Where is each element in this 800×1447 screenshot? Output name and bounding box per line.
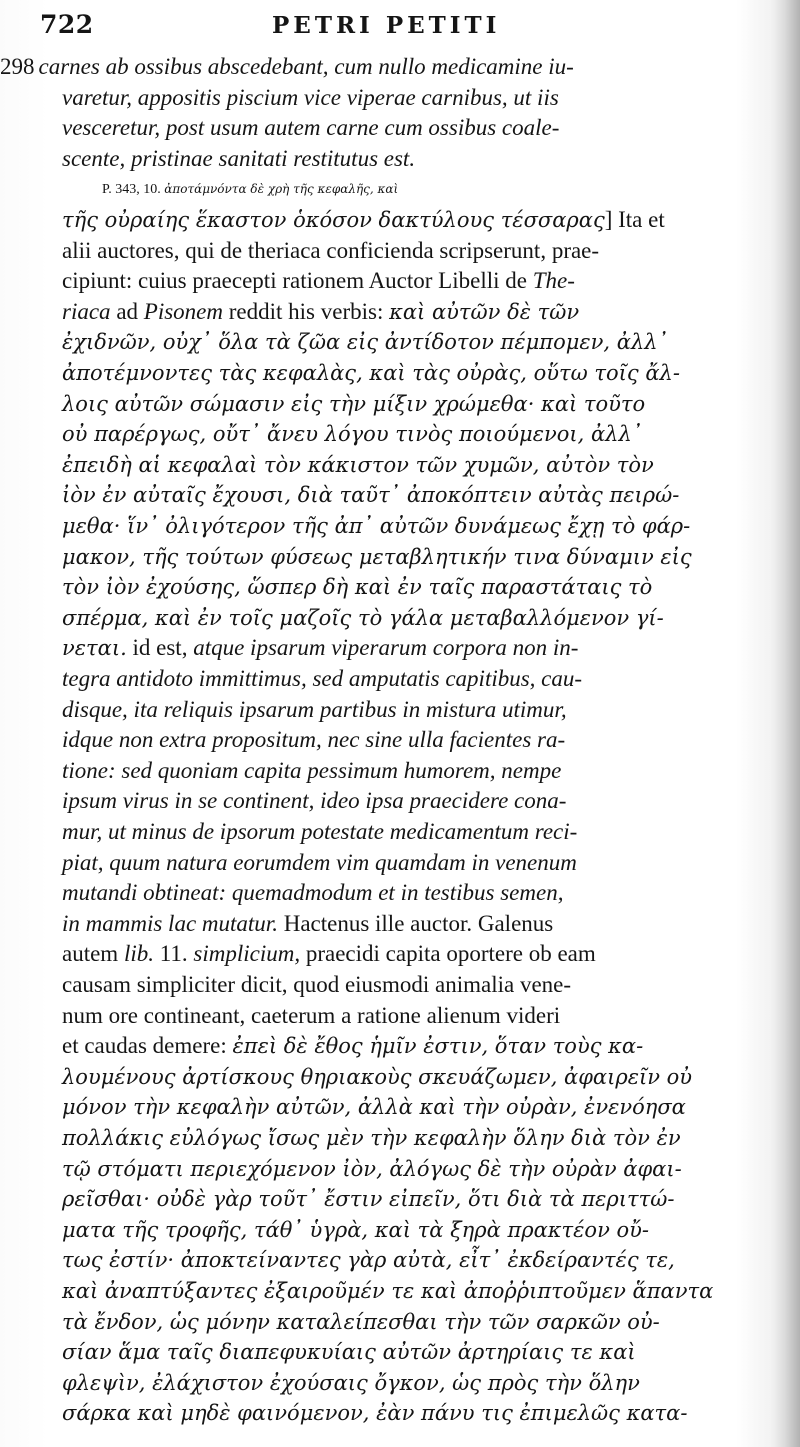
text-line bbox=[62, 633, 762, 663]
text-line bbox=[62, 970, 762, 1000]
italic-text: tione: sed quoniam capita pessimum humorem, nempe bbox=[62, 757, 562, 783]
italic-text: atque ipsarum viperarum corpora non in- bbox=[193, 635, 579, 661]
italic-text: vesceretur, post usum autem carne cum ossibus coale- bbox=[62, 115, 560, 141]
text-line bbox=[62, 1123, 762, 1153]
text-line bbox=[62, 878, 762, 908]
text-line bbox=[62, 144, 762, 174]
text-line bbox=[62, 1337, 762, 1367]
roman-text: id est, bbox=[126, 635, 194, 661]
text-line bbox=[62, 1092, 762, 1122]
greek-text: σάρκα καὶ μηδὲ φαινόμενον, ἐὰν πάνυ τις ἐπιμελῶς κατα- bbox=[62, 1401, 688, 1426]
text-line bbox=[62, 1307, 762, 1337]
text-line bbox=[62, 297, 762, 327]
text-line bbox=[0, 52, 700, 82]
roman-text: alii auctores, qui de theriaca conficienda scripserunt, prae- bbox=[62, 237, 600, 263]
greek-text: τὰ ἔνδον, ὡς μόνην καταλείπεσθαι τὴν τῶν σαρκῶν οὐ- bbox=[62, 1309, 660, 1334]
roman-text: 11. bbox=[153, 941, 194, 967]
greek-text: ἀποτάμνόντα δὲ χρὴ τῆς κεφαλῆς, καὶ bbox=[164, 182, 399, 197]
italic-text: Pisonem bbox=[143, 298, 223, 324]
text-line bbox=[62, 480, 762, 510]
text-line bbox=[62, 1245, 762, 1275]
greek-text: οὐ παρέργως, οὔτ᾿ ἄνευ λόγου τινὸς ποιούμενοι, ἀλλ᾿ bbox=[62, 422, 643, 447]
roman-text: reddit his verbis: bbox=[223, 298, 390, 324]
italic-text: tegra antidoto immittimus, sed amputatis capitibus, cau- bbox=[62, 666, 583, 691]
roman-text: autem bbox=[62, 941, 124, 967]
greek-text: ἐπεὶ δὲ ἔθος ἡμῖν ἐστιν, ὅταν τοὺς κα- bbox=[232, 1034, 644, 1059]
italic-text: mutandi obtineat: quemadmodum et in testibus semen, bbox=[62, 880, 564, 906]
roman-text: praecidi capita oportere ob eam bbox=[300, 941, 596, 967]
text-line bbox=[62, 1398, 762, 1428]
text-line bbox=[62, 419, 762, 449]
italic-text: riaca bbox=[62, 298, 111, 324]
italic-text: idque non extra propositum, nec sine ulla facientes ra- bbox=[62, 727, 566, 753]
text-line bbox=[62, 174, 800, 204]
text-line bbox=[62, 909, 762, 939]
greek-text: καὶ αὐτῶν δὲ τῶν bbox=[389, 299, 580, 324]
text-line bbox=[62, 603, 762, 633]
text-line bbox=[62, 511, 762, 541]
text-line bbox=[62, 695, 762, 725]
italic-text: in mammis lac mutatur. bbox=[62, 910, 278, 936]
greek-text: λουμένους ἀρτίσκους θηριακοὺς σκευάζωμεν, ἀφαιρεῖν οὐ bbox=[62, 1064, 693, 1089]
text-line bbox=[62, 389, 762, 419]
page-header bbox=[40, 6, 740, 48]
text-line bbox=[62, 327, 762, 357]
page-number: 722 bbox=[40, 10, 94, 39]
italic-text: disque, ita reliquis ipsarum partibus in mistura utimur, bbox=[62, 696, 567, 722]
roman-text: cipiunt: cuius praecepti rationem Auctor Libelli de bbox=[62, 268, 533, 294]
greek-text: μεθα· ἵν᾿ ὀλιγότερον τῆς ἀπ᾿ αὐτῶν δυνάμεως ἔχῃ τὸ φάρ- bbox=[62, 514, 691, 538]
greek-text: τῆς οὐραίης ἕκαστον ὁκόσον δακτύλους τέσσαρας bbox=[62, 208, 605, 232]
italic-text: simplicium, bbox=[193, 941, 301, 967]
running-head: PETRI PETITI bbox=[272, 12, 501, 39]
greek-text: ἐχιδνῶν, οὐχ᾿ ὅλα τὰ ζῶα εἰς ἀντίδοτον πέμπομεν, ἀλλ᾿ bbox=[62, 330, 669, 355]
text-line bbox=[62, 113, 762, 143]
text-line bbox=[62, 1276, 762, 1306]
roman-text: ] Ita et bbox=[604, 207, 665, 232]
text-line bbox=[62, 817, 762, 847]
text-line bbox=[62, 1001, 762, 1031]
text-line bbox=[62, 83, 762, 113]
greek-text: τως ἐστίν· ἀποκτείναντες γὰρ αὐτὰ, εἶτ᾿ ἐκδείραντές τε, bbox=[62, 1248, 675, 1273]
italic-text: ipsum virus in se continent, ideo ipsa praecidere cona- bbox=[62, 788, 567, 814]
greek-text: τῷ στόματι περιεχόμενον ἰὸν, ἀλόγως δὲ τὴν οὐρὰν ἀφαι- bbox=[62, 1156, 682, 1181]
text-line bbox=[62, 1031, 762, 1061]
text-line bbox=[62, 236, 762, 266]
text-line bbox=[62, 786, 762, 816]
italic-text: mur, ut minus de ipsorum potestate medicamentum reci- bbox=[62, 819, 578, 844]
text-line bbox=[62, 1062, 762, 1092]
italic-text: varetur, appositis piscium vice viperae carnibus, ut iis bbox=[62, 84, 559, 110]
greek-text: ἐπειδὴ αἱ κεφαλαὶ τὸν κάκιστον τῶν χυμῶν, αὐτὸν τὸν bbox=[62, 452, 654, 477]
greek-text: τὸν ἰὸν ἐχούσης, ὥσπερ δὴ καὶ ἐν ταῖς παραστάταις τὸ bbox=[62, 575, 653, 600]
roman-text: Hactenus ille auctor. Galenus bbox=[277, 910, 554, 936]
text-line bbox=[62, 542, 762, 572]
roman-text: P. 343, 10. bbox=[102, 182, 165, 198]
text-line bbox=[62, 1215, 762, 1245]
italic-text: carnes ab ossibus abscedebant, cum nullo medicamine iu- bbox=[38, 54, 574, 79]
text-line bbox=[62, 1154, 762, 1184]
italic-text: piat, quum natura eorumdem vim quamdam in venenum bbox=[62, 849, 577, 875]
greek-text: μόνον τὴν κεφαλὴν αὐτῶν, ἀλλὰ καὶ τὴν οὐρὰν, ἐνενόησα bbox=[62, 1095, 686, 1120]
text-line bbox=[62, 664, 762, 694]
text-line bbox=[62, 939, 762, 969]
greek-text: μακον, τῆς τούτων φύσεως μεταβλητικήν τινα δύναμιν εἰς bbox=[62, 544, 692, 569]
greek-text: σπέρμα, καὶ ἐν τοῖς μαζοῖς τὸ γάλα μεταβαλλόμενον γί- bbox=[62, 605, 664, 630]
roman-text: causam simpliciter dicit, quod eiusmodi animalia vene- bbox=[62, 972, 572, 997]
greek-text: φλεψὶν, ἐλάχιστον ἐχούσαις ὄγκον, ὡς πρὸς τὴν ὅλην bbox=[62, 1370, 640, 1395]
greek-text: ἰὸν ἐν αὐταῖς ἔχουσι, διὰ ταῦτ᾿ ἀποκόπτειν αὐτὰς πειρώ- bbox=[62, 483, 680, 508]
roman-text: ad bbox=[110, 298, 144, 324]
italic-text: scente, pristinae sanitati restitutus est. bbox=[62, 145, 416, 171]
greek-text: λοις αὐτῶν σώμασιν εἰς τὴν μίξιν χρώμεθα· καὶ τοῦτο bbox=[62, 391, 646, 416]
italic-text: The- bbox=[532, 268, 575, 294]
greek-text: νεται. bbox=[62, 636, 127, 661]
greek-text: ρεῖσθαι· οὐδὲ γὰρ τοῦτ᾿ ἔστιν εἰπεῖν, ὅτι διὰ τὰ περιττώ- bbox=[62, 1187, 675, 1212]
text-line bbox=[62, 848, 762, 878]
text-line bbox=[62, 266, 762, 296]
text-line bbox=[62, 572, 762, 602]
greek-text: ματα τῆς τροφῆς, τάθ᾿ ὑγρὰ, καὶ τὰ ξηρὰ πρακτέον οὔ- bbox=[62, 1217, 650, 1242]
text-line bbox=[62, 450, 762, 480]
greek-text: καὶ ἀναπτύξαντες ἐξαιροῦμέν τε καὶ ἀποῤῥιπτοῦμεν ἅπαντα bbox=[62, 1279, 714, 1303]
text-line bbox=[62, 756, 762, 786]
roman-text: et caudas demere: bbox=[62, 1033, 233, 1059]
page-gutter-shadow bbox=[770, 0, 800, 1447]
greek-text: σίαν ἅμα ταῖς διαπεφυκυίαις αὐτῶν ἀρτηρίαις τε καὶ bbox=[62, 1340, 636, 1365]
margin-line-number: 298 bbox=[0, 54, 35, 79]
greek-text: πολλάκις εὐλόγως ἴσως μὲν τὴν κεφαλὴν ὅλην διὰ τὸν ἐν bbox=[62, 1126, 681, 1150]
italic-text: lib. bbox=[123, 941, 154, 967]
text-line bbox=[62, 1368, 762, 1398]
text-line bbox=[62, 205, 762, 235]
greek-text: ἀποτέμνοντες τὰς κεφαλὰς, καὶ τὰς οὐρὰς, οὕτω τοῖς ἄλ- bbox=[62, 361, 680, 385]
text-line bbox=[62, 358, 762, 388]
roman-text: num ore contineant, caeterum a ratione alienum videri bbox=[62, 1002, 561, 1028]
text-line bbox=[62, 1184, 762, 1214]
text-line bbox=[62, 725, 762, 755]
